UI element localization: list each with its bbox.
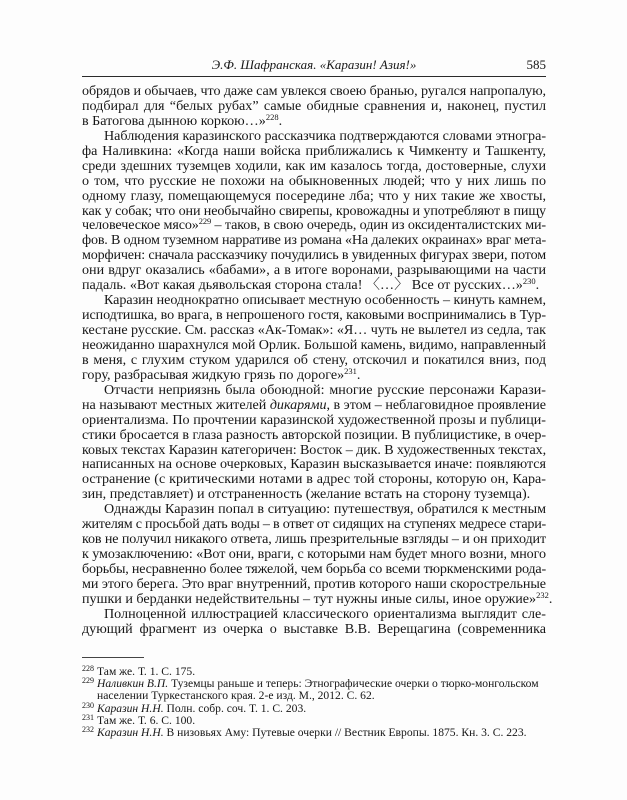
line-text: среди здешних туземцев ходили, как им казалось тогда, достоверные, слухи [82,157,546,174]
text-line [82,308,546,323]
text-line [82,472,546,487]
text-line [82,622,546,637]
text-line [82,502,546,517]
text-line [82,562,546,577]
line-text-tail: , в этом – неблаговидное проявление [326,396,546,413]
text-line [82,248,546,263]
text-line [82,532,546,547]
text-line [82,278,546,293]
line-text: остранение (с критическими нотами в адрес той стороны, которую он, Кара- [82,471,546,488]
header-rule [82,76,546,77]
text-line [82,383,546,398]
line-text: ков не получил никакого ответа, лишь презрительные взгляды – и он приходит [82,531,546,548]
line-text: борьбы, несравненно более тяжелой, чем борьба со всеми тюркменскими рода- [82,561,547,577]
footnote-ref[interactable]: 231 [344,365,357,376]
text-line [82,517,546,532]
line-text: неожиданно шарахнулся мой Орлик. Большой камень, видимо, направленный [82,336,546,353]
footnote-229 [82,678,546,702]
line-text: фа Наливкина: «Когда наши войска приближались к Чимкенту и Ташкенту, [82,142,546,159]
line-text: Полноценной иллюстрацией классического ориентализма выглядит сле- [104,605,546,622]
text-line [82,174,546,189]
line-text: они вдруг оказались «бабами», а в итоге воронами, разрывающими на части [82,262,546,279]
footnote-number: 228 [82,664,94,673]
line-text: в Батогова дынною коркою…» [82,112,266,129]
text-line [82,263,546,278]
running-header [82,55,546,75]
line-text: подбирал для “белых рубах” самые обидные сравнения и, наконец, пустил [82,97,546,114]
page-number: 585 [526,57,546,72]
line-text-tail: . [535,277,540,294]
line-text: обрядов и обычаев, что даже сам увлекся своею бранью, ругался напропалую, [82,83,546,99]
line-text: морфичен: сначала рассказчику почудились в увиденных фигурах звери, потом [82,247,546,264]
text-line [82,589,553,607]
line-text: ми этого берега. Это враг внутренний, против которого наши скорострельные [82,575,546,592]
text-line [82,233,546,248]
line-text: дующий фрагмент из очерка о выставке В.В. Верещагина (современника [82,620,546,637]
line-text: падаль. «Вот какая дьявольская сторона стала! 〈…〉 Все от русских…» [82,277,523,294]
line-text: Отчасти неприязнь была обоюдной: многие русские персонажи Карази- [104,381,546,398]
line-text: одному глазу, помещающемуся посередине лба; что у них такие же хвосты, [82,187,546,204]
line-text: жителям с просьбой дать воды – в ответ от сидящих на ступенях медресе стари- [82,516,546,533]
footnote-number: 232 [82,725,94,735]
text-line [82,457,546,472]
text-line [82,111,546,129]
italic-term: дикарями [269,396,327,413]
line-text: ковых текстах Каразин категоричен: Восток – дик. В художественных текстах, [82,441,546,458]
line-text: написанных на основе очерковых, Каразин высказывается иначе: появляются [82,456,546,473]
footnotes [82,666,546,739]
footnote-author: Каразин Н.Н. [97,726,164,740]
text-line [82,338,546,353]
line-text: пушки и берданки недействительны – тут нужны иные силы, иное оружие» [82,590,537,607]
line-text: как у собак; что они необычайно свирепы, кровожадны и употребляют в пищу [82,202,546,219]
text-line [82,413,546,428]
text-line [82,428,546,443]
text-line [82,84,546,99]
text-line [82,353,546,368]
text-line [82,144,546,159]
line-text: Наблюдения каразинского рассказчика подтверждаются словами этногра- [104,127,546,144]
footnote-number: 231 [82,712,94,722]
line-text-tail: – таков, в свою очередь, один из оксиденталистских ми- [211,217,547,234]
line-text: гору, разбрасывая жидкую грязь по дороге» [82,366,345,383]
line-text: фов. В одном туземном нарративе из романа «На далеких окраинах» враг мета- [82,232,546,249]
footnote-text: Полн. собр. соч. Т. 1. С. 203. [163,701,307,715]
text-line [82,218,546,233]
text-line [82,365,546,383]
text-line [82,443,546,458]
line-text: к умозаключению: «Вот они, враги, с которыми нам будет много возни, много [82,546,546,563]
footnote-ref[interactable]: 232 [536,589,549,600]
text-line [82,323,546,338]
text-line [82,159,546,174]
line-text: человеческое мясо» [82,217,199,234]
line-text: стики бросается в глаза разность авторской позиции. В публицистике, в очер- [82,426,546,443]
text-line [82,398,546,413]
text-line [82,487,546,502]
line-text: исподтишка, во врага, в непрошеного гостя, каковыми воспринимались в Тур- [82,307,546,324]
text-line [82,129,546,144]
footnote-author: Наливкин В.П. [97,677,169,691]
line-text-tail: . [356,366,361,383]
footnote-text: Туземцы раньше и теперь: Этнографические очерки о тюрко-монгольском [168,677,539,691]
footnote-ref[interactable]: 230 [522,276,536,287]
footnote-ref[interactable]: 228 [265,111,279,122]
body-text [82,83,553,637]
line-text: кестане русские. См. рассказ «Ак-Томак»: «Я… чуть не вылетел из седла, так [82,322,546,338]
line-text: Однажды Каразин попал в ситуацию: путешествуя, обратился к местным [104,501,546,518]
line-text: на называют местных жителей [82,396,270,413]
line-text: о том, что русские не похожи на обыкновенных людей; что у них лишь по [82,172,546,189]
text-line [82,99,546,114]
footnote-ref[interactable]: 229 [198,216,212,227]
text-line [82,293,546,308]
footnote-author: Каразин Н.Н. [97,701,164,715]
text-line [82,577,546,592]
footnote-text-continued: населении Туркестанского края. 2-е изд. М., 2012. С. 62. [97,689,375,703]
running-title: Э.Ф. Шафранская. «Каразин! Азия!» [211,57,417,72]
line-text: ориентализма. По прочтении каразинской художественной прозы и публици- [82,411,546,428]
footnote-number: 229 [82,676,94,686]
line-text-tail: . [278,112,283,129]
footnote-number: 230 [82,700,94,710]
line-text: зин, представляет) и отстраненность (желание встать на сторону туземца). [82,486,531,503]
line-text: в меня, с глухим стуком ударился об стену, отскочил и покатился вниз, под [82,351,546,368]
footnote-rule [82,657,144,658]
footnote-text: Там же. Т. 6. С. 100. [97,713,196,727]
line-text-tail: . [548,590,553,607]
line-text: Каразин неоднократно описывает местную особенность – кинуть камнем, [104,292,546,309]
text-line [82,547,546,562]
text-line [82,189,546,204]
footnote-232 [82,727,546,739]
footnote-text: В низовьях Аму: Путевые очерки // Вестник Европы. 1875. Кн. 3. С. 223. [163,726,527,740]
footnote-text: Там же. Т. 1. С. 175. [97,665,196,678]
text-line [82,607,546,622]
